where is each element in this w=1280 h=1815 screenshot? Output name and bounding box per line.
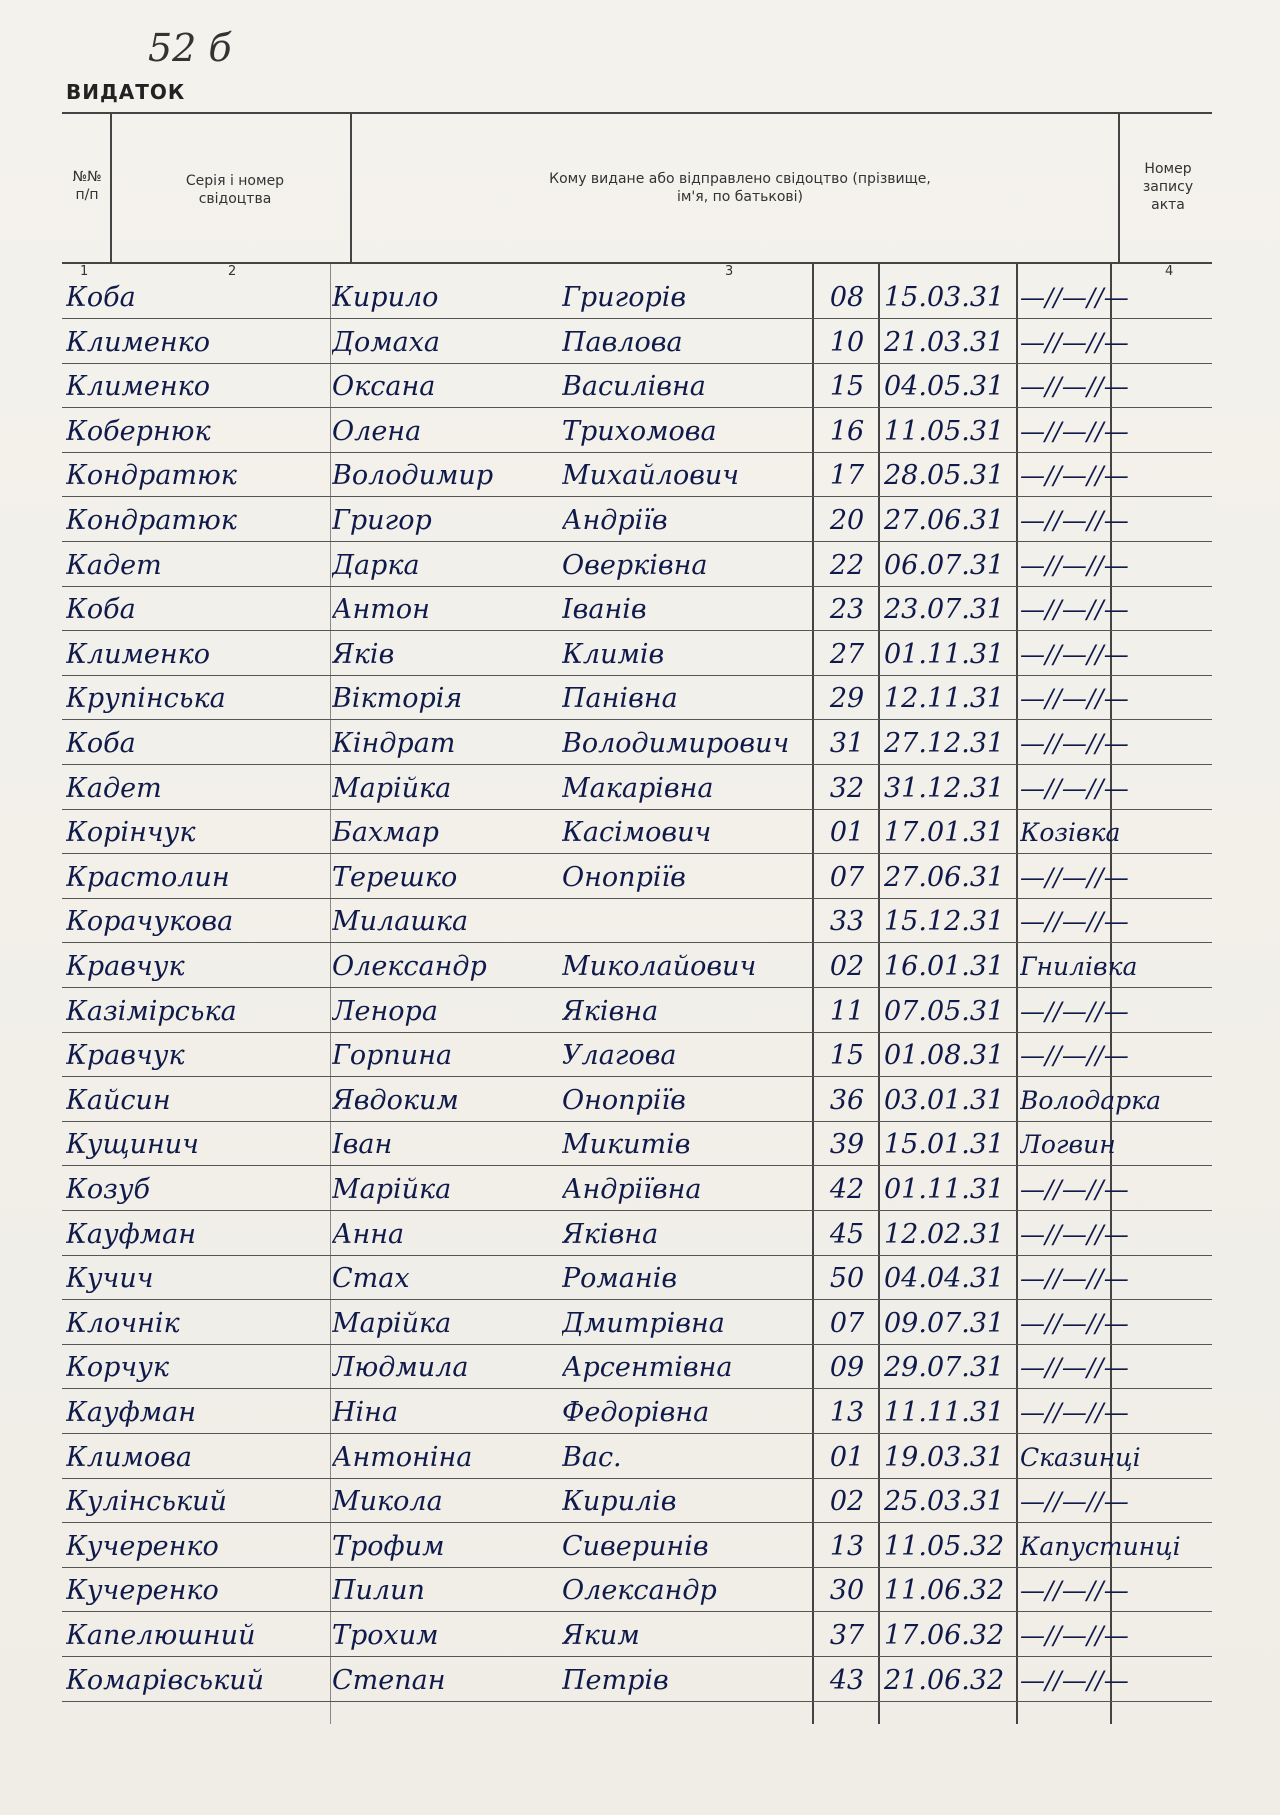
table-row [62, 1571, 1212, 1612]
date-cell: 16.01.31 [884, 951, 1005, 982]
patronymic-cell: Сиверинів [562, 1530, 709, 1562]
patronymic-cell: Яківна [562, 995, 659, 1027]
record-number-cell: 37 [829, 1620, 865, 1651]
surname-cell: Козуб [66, 1174, 151, 1205]
patronymic-cell: Вас. [562, 1441, 622, 1473]
table-row [62, 1482, 1212, 1523]
surname-cell: Кравчук [66, 1040, 185, 1072]
record-number-cell: 23 [829, 594, 865, 626]
surname-cell: Корінчук [66, 817, 196, 849]
table-row [62, 1125, 1212, 1166]
table-row [62, 992, 1212, 1033]
date-cell: 06.07.31 [884, 549, 1005, 581]
surname-cell: Корачукова [66, 906, 234, 938]
surname-cell: Корчук [66, 1352, 170, 1384]
date-cell: 15.01.31 [884, 1129, 1005, 1161]
table-row [62, 1304, 1212, 1345]
date-cell: 12.11.31 [884, 683, 1005, 715]
document-title: ВИДАТОК [66, 80, 186, 104]
record-number-cell: 01 [829, 817, 865, 849]
col-divider-1 [110, 114, 112, 262]
patronymic-cell: Миколайович [562, 951, 757, 982]
page-number-note: 52 б [148, 26, 232, 70]
place-cell: —//—//— [1020, 416, 1129, 446]
patronymic-cell: Василівна [562, 371, 706, 403]
patronymic-cell: Онопріїв [562, 861, 686, 893]
name-cell: Іван [332, 1129, 393, 1161]
name-cell: Вікторія [332, 683, 463, 715]
patronymic-cell: Арсентівна [562, 1352, 733, 1384]
patronymic-cell: Григорів [562, 282, 687, 313]
table-row [62, 947, 1212, 988]
name-cell: Стах [332, 1263, 410, 1295]
date-cell: 11.06.32 [884, 1575, 1005, 1607]
col-divider-3 [1118, 114, 1120, 262]
table-row [62, 1215, 1212, 1256]
record-number-cell: 16 [829, 415, 865, 447]
surname-cell: Кауфман [66, 1218, 197, 1250]
date-cell: 29.07.31 [884, 1352, 1005, 1384]
surname-cell: Клочнік [66, 1307, 180, 1339]
surname-cell: Кайсин [66, 1084, 171, 1116]
date-cell: 09.07.31 [884, 1307, 1005, 1339]
place-cell: —//—//— [1020, 1576, 1129, 1606]
surname-cell: Крастолин [66, 861, 230, 893]
date-cell: 25.03.31 [884, 1486, 1005, 1518]
record-number-cell: 08 [829, 282, 865, 313]
surname-cell: Коба [66, 728, 136, 759]
table-row [62, 1170, 1212, 1211]
name-cell: Милашка [332, 906, 469, 938]
date-cell: 21.06.32 [884, 1664, 1005, 1696]
patronymic-cell: Павлова [562, 326, 683, 358]
patronymic-cell: Володимирович [562, 728, 790, 759]
date-cell: 19.03.31 [884, 1441, 1005, 1473]
record-number-cell: 20 [829, 505, 865, 536]
name-cell: Антоніна [332, 1441, 473, 1473]
table-row [62, 1348, 1212, 1389]
table-row [62, 1438, 1212, 1479]
place-cell: —//—//— [1020, 1487, 1129, 1517]
table-row [62, 1527, 1212, 1568]
name-cell: Пилип [332, 1575, 425, 1607]
surname-cell: Комарівський [66, 1664, 264, 1696]
patronymic-cell: Микитів [562, 1129, 691, 1161]
surname-cell: Крупінська [66, 683, 226, 715]
surname-cell: Коба [66, 594, 136, 626]
patronymic-cell: Оверківна [562, 549, 708, 581]
name-cell: Кіндрат [332, 728, 456, 759]
name-cell: Явдоким [332, 1084, 459, 1116]
date-cell: 31.12.31 [884, 772, 1005, 804]
record-number-cell: 13 [829, 1397, 865, 1428]
place-cell: Гнилівка [1020, 952, 1138, 981]
place-cell: —//—//— [1020, 372, 1129, 402]
table-row [62, 813, 1212, 854]
record-number-cell: 10 [829, 326, 865, 358]
surname-cell: Кучеренко [66, 1575, 219, 1607]
date-cell: 27.06.31 [884, 861, 1005, 893]
place-cell: —//—//— [1020, 907, 1129, 937]
date-cell: 04.04.31 [884, 1263, 1005, 1295]
patronymic-cell: Касімович [562, 817, 712, 849]
date-cell: 04.05.31 [884, 371, 1005, 403]
surname-cell: Клименко [66, 326, 211, 358]
name-cell: Степан [332, 1664, 446, 1696]
name-cell: Домаха [332, 326, 441, 358]
date-cell: 21.03.31 [884, 326, 1005, 358]
name-cell: Григор [332, 505, 432, 536]
date-cell: 12.02.31 [884, 1218, 1005, 1250]
patronymic-cell: Трихомова [562, 415, 717, 447]
date-cell: 01.11.31 [884, 1174, 1005, 1205]
name-cell: Марійка [332, 1307, 452, 1339]
place-cell: —//—//— [1020, 1175, 1129, 1204]
record-number-cell: 02 [829, 951, 865, 982]
surname-cell: Кондратюк [66, 505, 237, 536]
table-row [62, 902, 1212, 943]
date-cell: 11.05.32 [884, 1530, 1005, 1562]
record-number-cell: 36 [829, 1084, 865, 1116]
surname-cell: Кадет [66, 772, 162, 804]
place-cell: —//—//— [1020, 1264, 1129, 1294]
surname-cell: Клименко [66, 371, 211, 403]
surname-cell: Кулінський [66, 1486, 227, 1518]
surname-cell: Коба [66, 282, 136, 313]
place-cell: Логвин [1020, 1130, 1116, 1160]
date-cell: 07.05.31 [884, 995, 1005, 1027]
patronymic-cell: Онопріїв [562, 1084, 686, 1116]
header-record: Номер запису акта [1142, 161, 1194, 213]
surname-cell: Кравчук [66, 951, 185, 982]
record-number-cell: 01 [829, 1441, 865, 1473]
record-number-cell: 15 [829, 371, 865, 403]
record-number-cell: 33 [829, 906, 865, 938]
date-cell: 01.08.31 [884, 1040, 1005, 1072]
patronymic-cell: Улагова [562, 1040, 677, 1072]
surname-cell: Кадет [66, 549, 162, 581]
patronymic-cell: Панівна [562, 683, 678, 715]
name-cell: Кирило [332, 282, 439, 313]
date-cell: 17.01.31 [884, 817, 1005, 849]
record-number-cell: 15 [829, 1040, 865, 1072]
record-number-cell: 07 [829, 1307, 865, 1339]
record-number-cell: 50 [829, 1263, 865, 1295]
record-number-cell: 43 [829, 1664, 865, 1696]
patronymic-cell: Андріїв [562, 505, 668, 536]
date-cell: 15.03.31 [884, 282, 1005, 313]
table-row [62, 1036, 1212, 1077]
place-cell: —//—//— [1020, 773, 1129, 803]
table-row [62, 412, 1212, 453]
place-cell: —//—//— [1020, 595, 1129, 625]
surname-cell: Кущинич [66, 1129, 199, 1161]
table-row [62, 590, 1212, 631]
column-number-1: 1 [80, 264, 89, 279]
table-row [62, 858, 1212, 899]
patronymic-cell: Дмитрівна [562, 1307, 725, 1339]
name-cell: Ніна [332, 1397, 399, 1428]
table-row [62, 1393, 1212, 1434]
table-row [62, 1661, 1212, 1702]
date-cell: 17.06.32 [884, 1620, 1005, 1651]
table-row [62, 546, 1212, 587]
patronymic-cell: Макарівна [562, 772, 714, 804]
header-to-whom: Кому видане або відправлено свідоцтво (прізвище, ім'я, по батькові) [549, 171, 931, 205]
patronymic-cell: Климів [562, 638, 665, 670]
place-cell: —//—//— [1020, 461, 1129, 491]
place-cell: —//—//— [1020, 1665, 1129, 1695]
table-row [62, 1616, 1212, 1657]
patronymic-cell: Петрів [562, 1664, 669, 1696]
record-number-cell: 07 [829, 861, 865, 893]
name-cell: Анна [332, 1218, 405, 1250]
table-row [62, 501, 1212, 542]
place-cell: —//—//— [1020, 1308, 1129, 1338]
patronymic-cell: Федорівна [562, 1397, 710, 1428]
name-cell: Трохим [332, 1620, 439, 1651]
column-number-3: 3 [725, 264, 734, 279]
name-cell: Марійка [332, 1174, 452, 1205]
surname-cell: Кучеренко [66, 1530, 219, 1562]
table-row [62, 679, 1212, 720]
place-cell: —//—//— [1020, 639, 1129, 669]
surname-cell: Капелюшний [66, 1620, 256, 1651]
surname-cell: Клименко [66, 638, 211, 670]
record-number-cell: 02 [829, 1486, 865, 1518]
place-cell: —//—//— [1020, 1041, 1129, 1071]
table-row [62, 367, 1212, 408]
record-number-cell: 29 [829, 683, 865, 715]
record-number-cell: 42 [829, 1174, 865, 1205]
date-cell: 27.12.31 [884, 728, 1005, 759]
name-cell: Оксана [332, 371, 436, 403]
name-cell: Марійка [332, 772, 452, 804]
surname-cell: Казімірська [66, 995, 237, 1027]
record-number-cell: 32 [829, 772, 865, 804]
header-no: №№ п/п [72, 169, 102, 203]
place-cell: Козівка [1020, 818, 1121, 848]
name-cell: Бахмар [332, 817, 439, 849]
table-row [62, 1259, 1212, 1300]
date-cell: 01.11.31 [884, 638, 1005, 670]
table-row [62, 769, 1212, 810]
column-number-2: 2 [228, 264, 237, 279]
date-cell: 28.05.31 [884, 460, 1005, 492]
record-number-cell: 30 [829, 1575, 865, 1607]
surname-cell: Климова [66, 1441, 192, 1473]
name-cell: Микола [332, 1486, 443, 1518]
table-row [62, 278, 1212, 319]
place-cell: —//—//— [1020, 327, 1129, 357]
place-cell: —//—//— [1020, 1398, 1129, 1427]
record-number-cell: 27 [829, 638, 865, 670]
patronymic-cell: Яким [562, 1620, 640, 1651]
surname-cell: Кондратюк [66, 460, 237, 492]
place-cell: —//—//— [1020, 996, 1129, 1026]
record-number-cell: 11 [829, 995, 865, 1027]
name-cell: Володимир [332, 460, 494, 492]
date-cell: 03.01.31 [884, 1084, 1005, 1116]
table-row [62, 635, 1212, 676]
place-cell: —//—//— [1020, 1621, 1129, 1650]
patronymic-cell: Михайлович [562, 460, 740, 492]
record-number-cell: 09 [829, 1352, 865, 1384]
table-row [62, 456, 1212, 497]
place-cell: —//—//— [1020, 506, 1129, 535]
name-cell: Трофим [332, 1530, 445, 1562]
header-top-rule [62, 112, 1212, 114]
name-cell: Яків [332, 638, 395, 670]
place-cell: Капустинці [1020, 1531, 1181, 1561]
date-cell: 23.07.31 [884, 594, 1005, 626]
date-cell: 27.06.31 [884, 505, 1005, 536]
surname-cell: Кауфман [66, 1397, 197, 1428]
place-cell: Володарка [1020, 1085, 1161, 1115]
place-cell: —//—//— [1020, 283, 1129, 312]
name-cell: Дарка [332, 549, 420, 581]
patronymic-cell: Олександр [562, 1575, 717, 1607]
table-row [62, 323, 1212, 364]
name-cell: Людмила [332, 1352, 469, 1384]
name-cell: Горпина [332, 1040, 453, 1072]
column-number-4: 4 [1165, 264, 1174, 279]
patronymic-cell: Андріївна [562, 1174, 702, 1205]
table-row [62, 1081, 1212, 1122]
patronymic-cell: Романів [562, 1263, 678, 1295]
place-cell: —//—//— [1020, 862, 1129, 892]
date-cell: 11.05.31 [884, 415, 1005, 447]
surname-cell: Кобернюк [66, 415, 211, 447]
record-number-cell: 45 [829, 1218, 865, 1250]
name-cell: Терешко [332, 861, 458, 893]
patronymic-cell: Яківна [562, 1218, 659, 1250]
surname-cell: Кучич [66, 1263, 154, 1295]
name-cell: Антон [332, 594, 430, 626]
place-cell: Сказинці [1020, 1442, 1141, 1472]
record-number-cell: 22 [829, 549, 865, 581]
col-divider-2 [350, 114, 352, 262]
place-cell: —//—//— [1020, 1353, 1129, 1383]
patronymic-cell: Кирилів [562, 1486, 677, 1518]
header-series: Серія і номер свідоцтва [185, 173, 285, 207]
date-cell: 15.12.31 [884, 906, 1005, 938]
place-cell: —//—//— [1020, 550, 1129, 580]
record-number-cell: 13 [829, 1530, 865, 1562]
record-number-cell: 17 [829, 460, 865, 492]
name-cell: Ленора [332, 995, 438, 1027]
record-number-cell: 31 [829, 728, 865, 759]
patronymic-cell: Іванів [562, 594, 647, 626]
date-cell: 11.11.31 [884, 1397, 1005, 1428]
place-cell: —//—//— [1020, 1219, 1129, 1249]
place-cell: —//—//— [1020, 729, 1129, 758]
table-row [62, 724, 1212, 765]
record-number-cell: 39 [829, 1129, 865, 1161]
name-cell: Олена [332, 415, 422, 447]
name-cell: Олександр [332, 951, 487, 982]
place-cell: —//—//— [1020, 684, 1129, 714]
